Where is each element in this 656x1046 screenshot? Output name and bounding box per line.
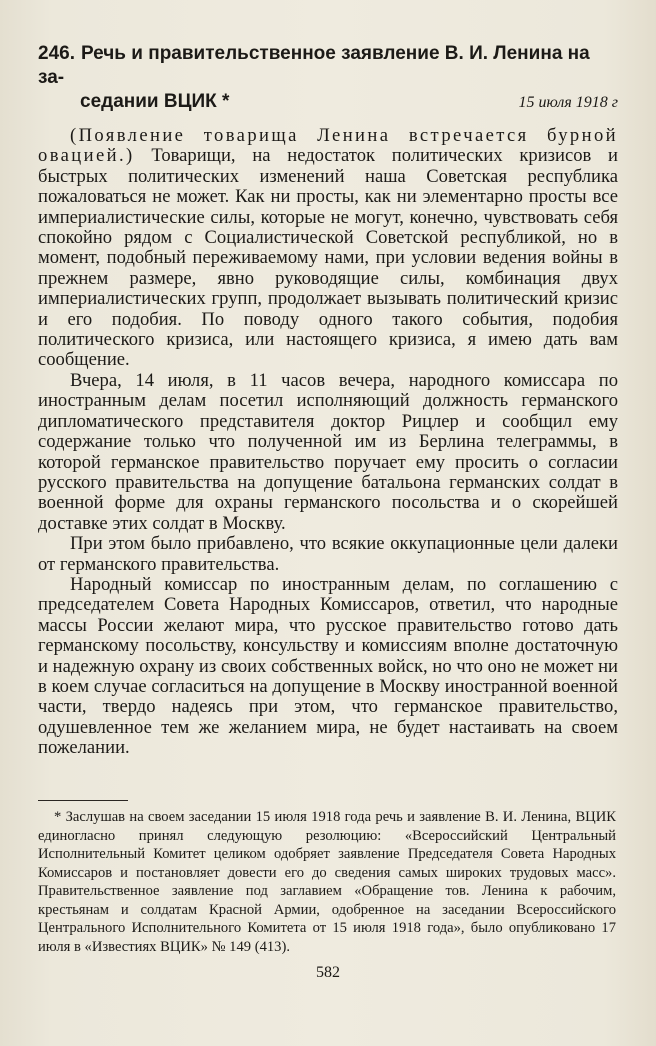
- document-date: 15 июля 1918 г: [518, 94, 618, 111]
- paragraph-1: [38, 126, 618, 371]
- footnote-text: * Заслушав на своем заседании 15 июля 1918 года речь и заявление В. И. Ленина, ВЦИК единогласно принял следующую резолюцию: «Всероссийский Центральный Исполнительный Комитет целиком одобряет заявление Председателя Совета Народных Комиссаров и постановляет довести его до сведения самых широких трудовых масс». Правительственное заявление под заглавием «Обращение тов. Ленина к рабочим, крестьянам и солдатам Красной Армии, одобренное на заседании Всероссийского Центрального Исполнительного Комитета от 15 июля 1918 года», было опубликовано 17 июля в «Известиях ВЦИК» № 149 (413).: [38, 809, 616, 955]
- paragraph-3: При этом было прибавлено, что всякие оккупационные цели далеки от германского правительства.: [38, 533, 618, 575]
- page-number: 582: [316, 964, 340, 981]
- heading-title-line1: Речь и правительственное заявление В. И. Ленина на за-: [38, 43, 590, 88]
- footnote: [38, 808, 616, 956]
- paragraph-2: Вчера, 14 июля, в 11 часов вечера, народного комиссара по иностранным делам посетил исполняющий должность германского дипломатического представителя доктор Рицлер и сообщил ему содержание только что полученной им из Берлина телеграммы, в которой германское правительство поручает ему просить о согласии русского правительства на допущение батальона германских солдат в военной форме для охраны германского посольства и о скорейшей доставке этих солдат в Москву.: [38, 369, 618, 534]
- paragraph-1-text: Товарищи, на недостаток политических кризисов и быстрых политических изменений наша Советская республика пожаловаться не может. Как ни просты, как ни элементарно просты все империалистические силы, которые не могут, конечно, чувствовать себя спокойно рядом с Социалистической Советской республикой, но в момент, подобный переживаемому нами, при условии ведения войны в прежнем размере, явно руководящие силы, комбинация двух империалистических групп, продолжает вызывать политический кризис и его подобия. По поводу одного такого события, подобия политического кризиса, или настоящего кризиса, я имею дать вам сообщение.: [38, 145, 618, 371]
- heading-title-line2: седании ВЦИК *: [80, 91, 230, 112]
- footnote-separator: [38, 800, 128, 801]
- main-text: [38, 126, 618, 759]
- stage-direction: (Появление товарища Ленина встречается бурной овацией.): [38, 125, 618, 167]
- document-number: 246.: [38, 43, 75, 64]
- paragraph-4: Народный комиссар по иностранным делам, по соглашению с председателем Совета Народных Комиссаров, ответил, что народные массы России желают мира, что русское правительство готово дать германскому посольству, консульству и комиссиям вполне достаточную и надежную охрану из своих собственных войск, но что оно не может ни в коем случае согласиться на допущение в Москву иностранной военной части, твердо надеясь при этом, что германское правительство, одушевленное тем же желанием мира, не будет настаивать на своем пожелании.: [38, 573, 618, 759]
